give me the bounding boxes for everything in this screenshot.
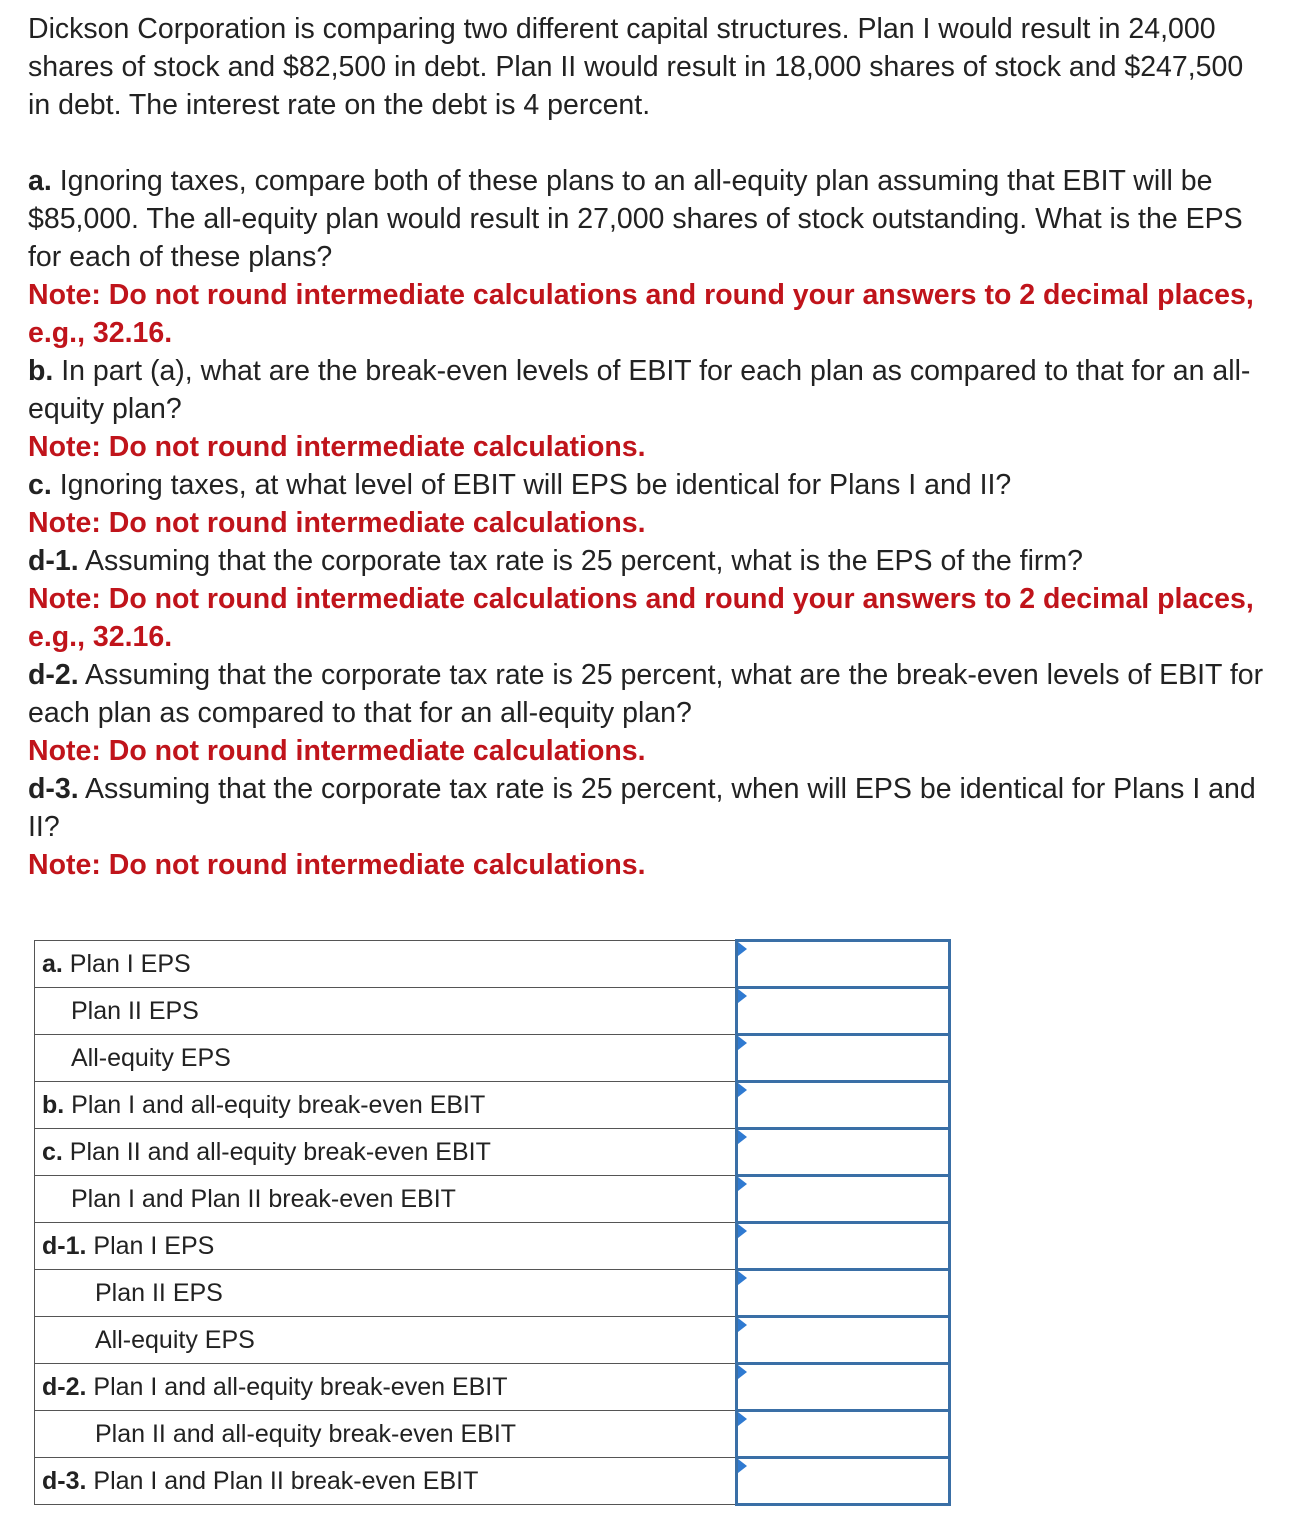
input-marker-icon xyxy=(738,1130,747,1144)
table-row xyxy=(35,1270,950,1317)
table-row xyxy=(35,1317,950,1364)
row-prefix: a. xyxy=(42,949,63,978)
row-label-text: Plan I and all-equity break-even EBIT xyxy=(86,1372,508,1401)
input-marker-icon xyxy=(738,1459,747,1473)
table-row xyxy=(35,1458,950,1505)
row-prefix: d-2. xyxy=(42,1372,87,1401)
row-prefix: d-3. xyxy=(42,1466,87,1495)
input-marker-icon xyxy=(738,1083,747,1097)
table-row xyxy=(35,1411,950,1458)
part-label: c. xyxy=(28,469,52,501)
input-marker-icon xyxy=(738,1177,747,1191)
part-a-question xyxy=(28,162,1268,276)
table-row xyxy=(35,1364,950,1411)
answer-cell xyxy=(737,1317,950,1364)
answer-cell xyxy=(737,1223,950,1270)
answer-input-d3-plan1-plan2-breakeven[interactable] xyxy=(738,1460,948,1502)
answer-cell xyxy=(737,1129,950,1176)
table-row xyxy=(35,941,950,988)
part-d3-question xyxy=(28,770,1268,846)
answer-cell xyxy=(737,988,950,1035)
row-label xyxy=(35,1411,737,1458)
row-label-text: All-equity EPS xyxy=(71,1043,231,1072)
part-b-question xyxy=(28,352,1268,428)
part-text: Assuming that the corporate tax rate is 25 percent, what are the break-even levels of EBIT for each plan as compared to that for an all-equity plan? xyxy=(28,659,1264,729)
row-label xyxy=(35,1223,737,1270)
table-row xyxy=(35,1082,950,1129)
row-label-text: Plan II EPS xyxy=(95,1278,223,1307)
answer-cell xyxy=(737,1458,950,1505)
answer-cell xyxy=(737,1035,950,1082)
answer-input-a-plan1-eps[interactable] xyxy=(738,943,948,985)
part-b-note: Note: Do not round intermediate calculations. xyxy=(28,431,646,463)
input-marker-icon xyxy=(738,1271,747,1285)
table-row xyxy=(35,1035,950,1082)
answer-input-d1-plan2-eps[interactable] xyxy=(738,1272,948,1314)
answer-cell xyxy=(737,1270,950,1317)
part-label: d-1. xyxy=(28,545,79,577)
table-row xyxy=(35,1223,950,1270)
part-text: In part (a), what are the break-even levels of EBIT for each plan as compared to that for an all-equity plan? xyxy=(28,355,1251,425)
part-d2-note: Note: Do not round intermediate calculations. xyxy=(28,735,646,767)
part-d3-note: Note: Do not round intermediate calculations. xyxy=(28,849,646,881)
part-label: b. xyxy=(28,355,54,387)
input-marker-icon xyxy=(738,1412,747,1426)
answer-input-d1-all-equity-eps[interactable] xyxy=(738,1319,948,1361)
row-label xyxy=(35,941,737,988)
answer-input-a-plan2-eps[interactable] xyxy=(738,990,948,1032)
table-row xyxy=(35,988,950,1035)
row-prefix: d-1. xyxy=(42,1231,87,1260)
row-label-text: Plan I EPS xyxy=(62,949,191,978)
input-marker-icon xyxy=(738,1036,747,1050)
row-label xyxy=(35,1176,737,1223)
row-label xyxy=(35,1129,737,1176)
input-marker-icon xyxy=(738,1318,747,1332)
row-label-text: Plan II EPS xyxy=(71,996,199,1025)
table-row xyxy=(35,1129,950,1176)
part-d1-note: Note: Do not round intermediate calculations and round your answers to 2 decimal places, e.g., 32.16. xyxy=(28,583,1254,653)
answer-input-b-plan1-breakeven[interactable] xyxy=(738,1084,948,1126)
row-label xyxy=(35,1364,737,1411)
table-row xyxy=(35,1176,950,1223)
row-label xyxy=(35,988,737,1035)
part-label: d-3. xyxy=(28,773,79,805)
row-label xyxy=(35,1035,737,1082)
row-label xyxy=(35,1270,737,1317)
answer-input-c-plan2-breakeven[interactable] xyxy=(738,1131,948,1173)
part-c-note: Note: Do not round intermediate calculations. xyxy=(28,507,646,539)
answer-input-a-all-equity-eps[interactable] xyxy=(738,1037,948,1079)
answer-table xyxy=(34,939,951,1506)
answer-cell xyxy=(737,1364,950,1411)
part-text: Assuming that the corporate tax rate is 25 percent, what is the EPS of the firm? xyxy=(78,545,1084,577)
part-text: Ignoring taxes, at what level of EBIT will EPS be identical for Plans I and II? xyxy=(51,469,1012,501)
part-label: d-2. xyxy=(28,659,79,691)
answer-cell xyxy=(737,1176,950,1223)
input-marker-icon xyxy=(738,1365,747,1379)
answer-input-c-plan1-plan2-breakeven[interactable] xyxy=(738,1178,948,1220)
part-text: Ignoring taxes, compare both of these plans to an all-equity plan assuming that EBIT will be $85,000. The all-equity plan would result in 27,000 shares of stock outstanding. What is the EPS for each of these plans? xyxy=(28,165,1243,273)
row-label-text: Plan I and Plan II break-even EBIT xyxy=(86,1466,479,1495)
row-prefix: b. xyxy=(42,1090,65,1119)
row-label xyxy=(35,1458,737,1505)
problem-intro: Dickson Corporation is comparing two different capital structures. Plan I would result in 24,000 shares of stock and $82,500 in debt. Plan II would result in 18,000 shares of stock and $247,500 in debt. The interest rate on the debt is 4 percent. xyxy=(28,13,1244,121)
answer-input-d1-plan1-eps[interactable] xyxy=(738,1225,948,1267)
answer-cell xyxy=(737,1411,950,1458)
row-label-text: All-equity EPS xyxy=(95,1325,255,1354)
part-c-question xyxy=(28,466,1268,504)
part-d2-question xyxy=(28,656,1268,732)
row-label-text: Plan I EPS xyxy=(86,1231,215,1260)
part-label: a. xyxy=(28,165,52,197)
problem-statement xyxy=(28,10,1268,884)
row-label-text: Plan I and Plan II break-even EBIT xyxy=(71,1184,456,1213)
input-marker-icon xyxy=(738,989,747,1003)
row-label-text: Plan II and all-equity break-even EBIT xyxy=(62,1137,491,1166)
input-marker-icon xyxy=(738,1224,747,1238)
row-label-text: Plan II and all-equity break-even EBIT xyxy=(95,1419,517,1448)
answer-input-d2-plan2-breakeven[interactable] xyxy=(738,1413,948,1455)
row-label xyxy=(35,1317,737,1364)
input-marker-icon xyxy=(738,942,747,956)
part-a-note: Note: Do not round intermediate calculations and round your answers to 2 decimal places, e.g., 32.16. xyxy=(28,279,1254,349)
row-label-text: Plan I and all-equity break-even EBIT xyxy=(64,1090,486,1119)
answer-cell xyxy=(737,1082,950,1129)
part-text: Assuming that the corporate tax rate is 25 percent, when will EPS be identical for Plans I and II? xyxy=(28,773,1256,843)
answer-input-d2-plan1-breakeven[interactable] xyxy=(738,1366,948,1408)
row-prefix: c. xyxy=(42,1137,63,1166)
answer-cell xyxy=(737,941,950,988)
part-d1-question xyxy=(28,542,1268,580)
row-label xyxy=(35,1082,737,1129)
